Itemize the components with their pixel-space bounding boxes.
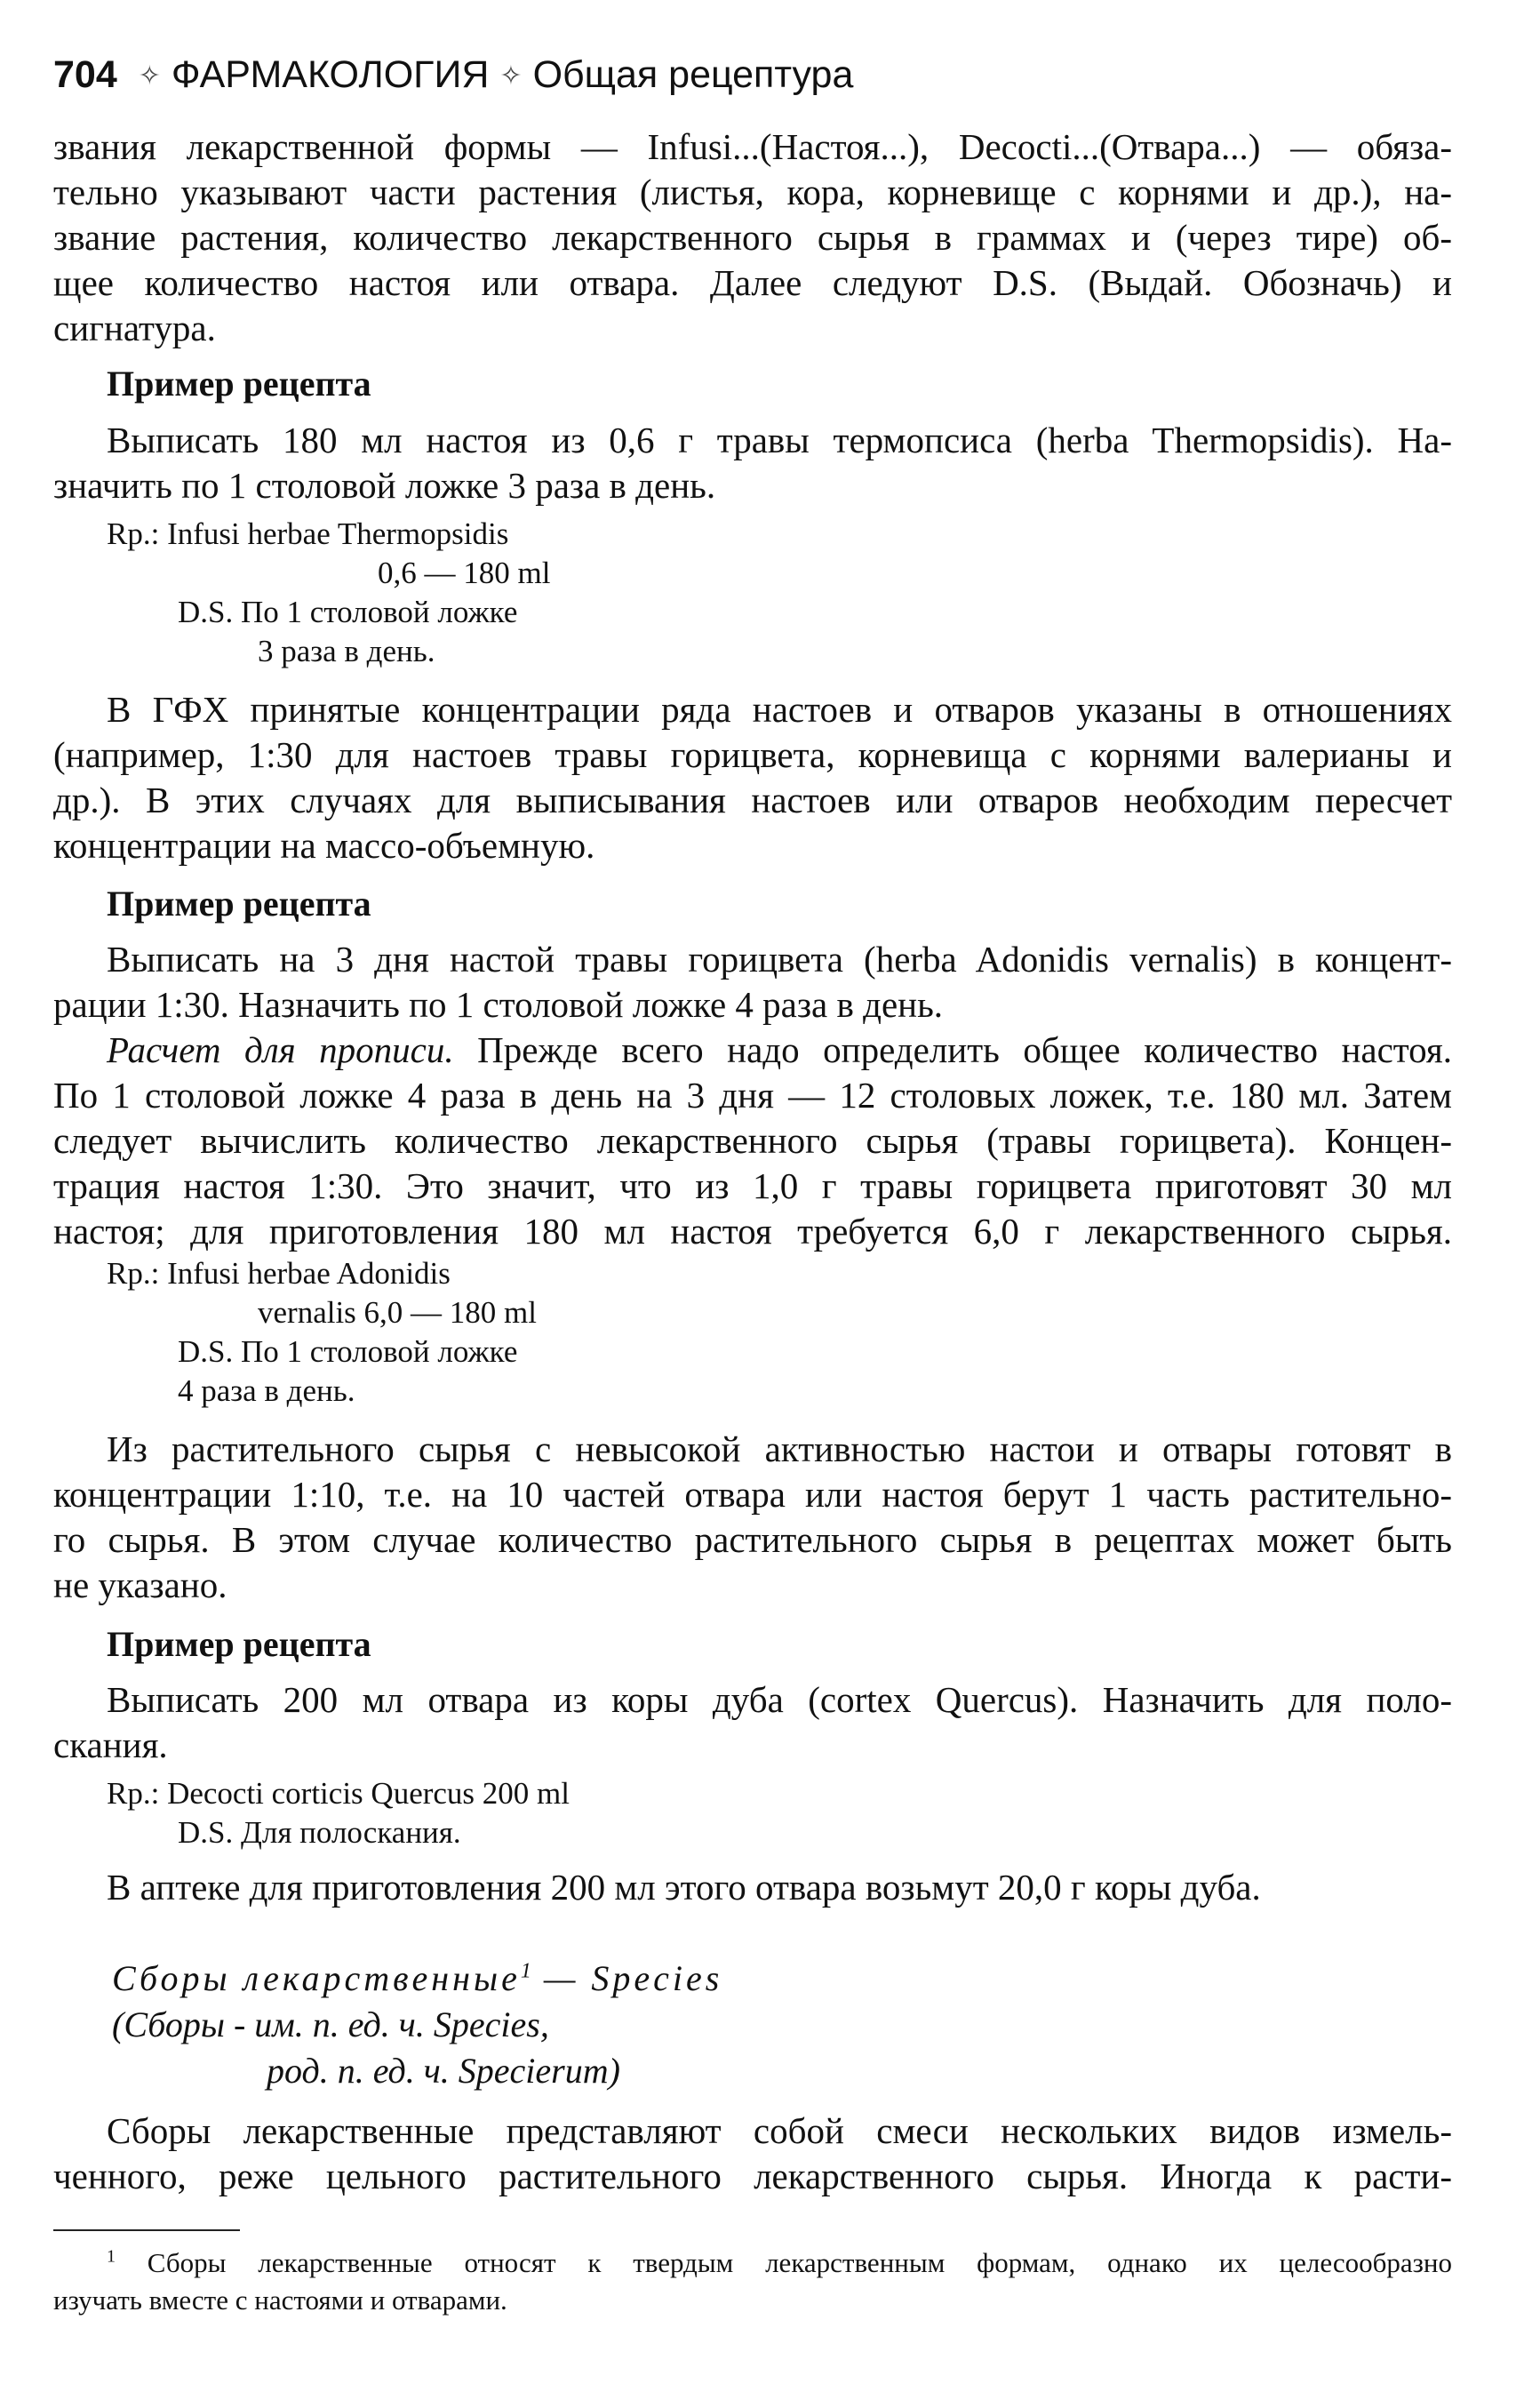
text-line: значить по 1 столовой ложке 3 раза в день.	[53, 465, 716, 506]
example-heading: Пример рецепта	[107, 1624, 371, 1664]
header-title: ФАРМАКОЛОГИЯ	[171, 53, 490, 96]
rx-line: 3 раза в день.	[258, 634, 435, 668]
rx-line: vernalis 6,0 — 180 ml	[258, 1295, 537, 1330]
example-heading: Пример рецепта	[107, 884, 371, 924]
text-line: настоя; для приготовления 180 мл настоя требуется 6,0 г лекарственного сырья.	[53, 1211, 1452, 1252]
low-activity-paragraph	[53, 1427, 1452, 1608]
gfh-paragraph	[53, 687, 1452, 868]
header-subtitle: Общая рецептура	[532, 53, 854, 96]
section-heading: Сборы лекарственные$^1$ — Species	[112, 1958, 723, 1998]
rx-line: D.S. Для полоскания.	[178, 1815, 461, 1850]
calc-label: Расчет для прописи.	[107, 1029, 454, 1070]
text-line: звания лекарственной формы — Infusi...(Настоя...), Decocti...(Отвара...) — обяза-	[53, 126, 1452, 167]
footnote	[53, 2244, 1452, 2319]
text-line: щее количество настоя или отвара. Далее следуют D.S. (Выдай. Обозначь) и	[53, 262, 1452, 303]
footnote-mark: 1	[520, 1959, 531, 1983]
text-line: Выписать 200 мл отвара из коры дуба (cortex Quercus). Назначить для поло-	[107, 1679, 1452, 1720]
text-line: Из растительного сырья с невысокой активностью настои и отвары готовят в	[107, 1428, 1452, 1469]
example-task	[53, 1677, 1452, 1768]
text-line: рации 1:30. Назначить по 1 столовой ложке 4 раза в день.	[53, 984, 944, 1025]
rx-line: Rp.: Infusi herbae Adonidis	[107, 1256, 451, 1291]
section-subheading: род. п. ед. ч. Specierum)	[267, 2051, 620, 2091]
text-line: трация настоя 1:30. Это значит, что из 1,0 г травы горицвета приготовят 30 мл	[53, 1165, 1452, 1206]
ornament-icon: ✧	[499, 61, 523, 91]
example-heading: Пример рецепта	[107, 364, 371, 404]
text-line: звание растения, количество лекарственного сырья в граммах и (через тире) об-	[53, 217, 1452, 258]
calc-line: Расчет для прописи. Прежде всего надо определить общее количество настоя.	[107, 1029, 1452, 1070]
text-line: тельно указывают части растения (листья, кора, корневище с корнями и др.), на-	[53, 172, 1452, 212]
text-line: В ГФХ принятые концентрации ряда настоев и отваров указаны в отношениях	[107, 689, 1452, 730]
rx-line: 4 раза в день.	[178, 1373, 355, 1408]
page-number: 704	[53, 53, 117, 96]
text-line: следует вычислить количество лекарственного сырья (травы горицвета). Концен-	[53, 1120, 1452, 1161]
footnote-divider	[53, 2229, 240, 2231]
footnote-line: $^1$ Сборы лекарственные относят к твердым лекарственным формам, однако их целесообразно	[107, 2246, 1452, 2278]
rx-line: D.S. По 1 столовой ложке	[178, 595, 518, 629]
footnote-line: изучать вместе с настоями и отварами.	[53, 2284, 507, 2316]
section-subheading: (Сборы - им. п. ед. ч. Species,	[112, 2004, 549, 2044]
text-line: Сборы лекарственные представляют собой смеси нескольких видов измель-	[107, 2110, 1452, 2151]
footnote-mark: 1	[107, 2246, 116, 2267]
text-line: скания.	[53, 1724, 168, 1765]
text-line: др.). В этих случаях для выписывания настоев или отваров необходим пересчет	[53, 780, 1452, 820]
text-line: Выписать 180 мл настоя из 0,6 г травы термопсиса (herba Thermopsidis). На-	[107, 420, 1452, 460]
text-line: По 1 столовой ложке 4 раза в день на 3 дня — 12 столовых ложек, т.е. 180 мл. Затем	[53, 1075, 1452, 1116]
text-line: сигнатура.	[53, 308, 216, 348]
text-line: концентрации на массо-объемную.	[53, 825, 595, 866]
example-conclusion	[53, 1865, 1452, 1910]
rx-line: Rp.: Decocti corticis Quercus 200 ml	[107, 1776, 570, 1811]
text-line: концентрации 1:10, т.е. на 10 частей отвара или настоя берут 1 часть растительно-	[53, 1474, 1452, 1515]
species-paragraph	[53, 2108, 1452, 2199]
rx-line: 0,6 — 180 ml	[378, 556, 551, 590]
running-header	[53, 50, 853, 104]
example-task	[53, 418, 1452, 508]
text-line: Выписать на 3 дня настой травы горицвета (herba Adonidis vernalis) в концент-	[107, 939, 1452, 980]
ornament-icon: ✧	[138, 61, 161, 91]
rx-line: Rp.: Infusi herbae Thermopsidis	[107, 516, 509, 551]
text-line: ченного, реже цельного растительного лекарственного сырья. Иногда к расти-	[53, 2156, 1452, 2196]
intro-paragraph	[53, 124, 1452, 351]
rx-line: D.S. По 1 столовой ложке	[178, 1334, 518, 1369]
text-line: не указано.	[53, 1564, 227, 1605]
text-line: В аптеке для приготовления 200 мл этого отвара возьмут 20,0 г коры дуба.	[107, 1867, 1261, 1908]
example-task	[53, 937, 1452, 1254]
text-line: го сырья. В этом случае количество растительного сырья в рецептах может быть	[53, 1519, 1452, 1560]
text-line: (например, 1:30 для настоев травы горицвета, корневища с корнями валерианы и	[53, 734, 1452, 775]
